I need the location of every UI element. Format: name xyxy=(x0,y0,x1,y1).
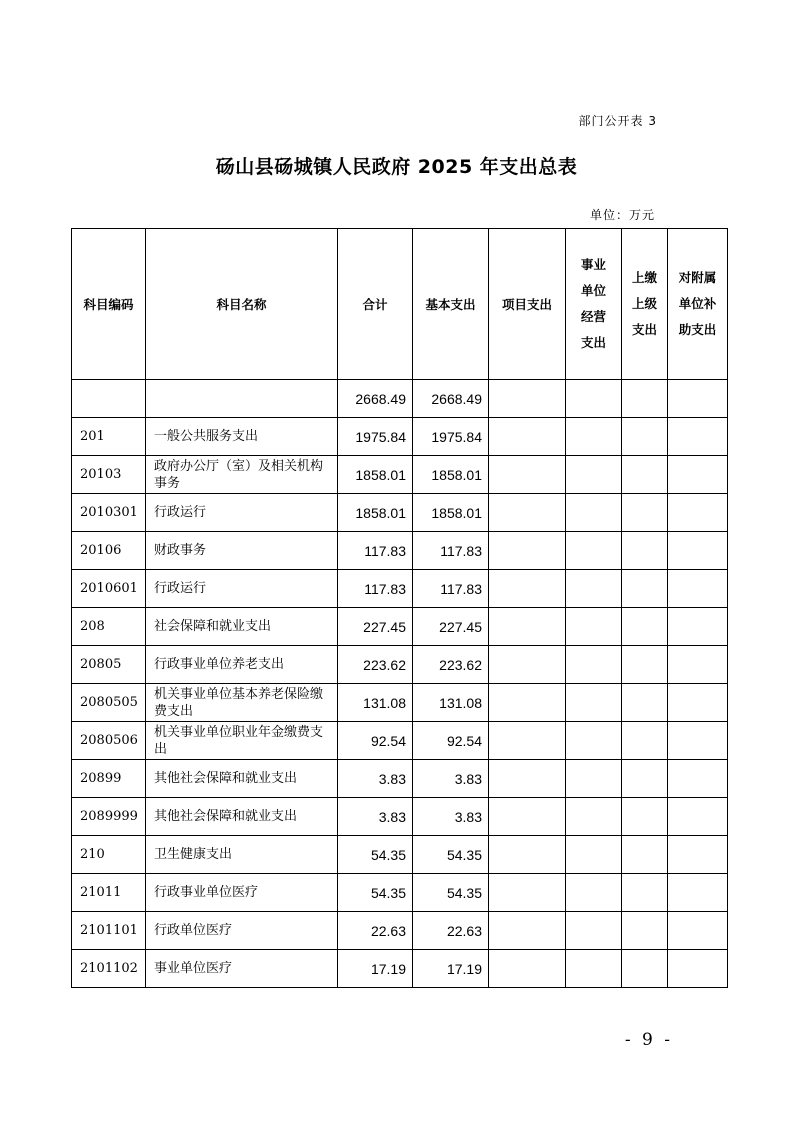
cell-code: 210 xyxy=(72,836,146,874)
table-row xyxy=(72,874,728,912)
cell-business xyxy=(566,874,622,912)
cell-project xyxy=(489,836,566,874)
table-row xyxy=(72,950,728,988)
cell-project xyxy=(489,722,566,760)
cell-project xyxy=(489,532,566,570)
cell-business xyxy=(566,950,622,988)
table-row xyxy=(72,532,728,570)
cell-code: 2080505 xyxy=(72,684,146,722)
table-body xyxy=(72,380,728,988)
cell-upper xyxy=(622,874,668,912)
cell-name: 行政单位医疗 xyxy=(146,912,338,950)
unit-label: 单位：万元 xyxy=(589,208,655,222)
cell-basic: 2668.49 xyxy=(413,380,489,418)
cell-subsidy xyxy=(668,722,728,760)
cell-project xyxy=(489,570,566,608)
cell-upper xyxy=(622,456,668,494)
cell-code: 2010601 xyxy=(72,570,146,608)
cell-business xyxy=(566,532,622,570)
cell-project xyxy=(489,950,566,988)
cell-name: 行政事业单位医疗 xyxy=(146,874,338,912)
cell-subsidy xyxy=(668,456,728,494)
cell-upper xyxy=(622,684,668,722)
cell-business xyxy=(566,798,622,836)
cell-basic: 117.83 xyxy=(413,570,489,608)
header-project: 项目支出 xyxy=(489,229,566,380)
expenditure-table xyxy=(71,228,728,988)
cell-total: 227.45 xyxy=(338,608,413,646)
table-row xyxy=(72,570,728,608)
cell-basic: 117.83 xyxy=(413,532,489,570)
page-title: 砀山县砀城镇人民政府 2025 年支出总表 xyxy=(215,156,578,178)
cell-total: 1858.01 xyxy=(338,494,413,532)
cell-total: 22.63 xyxy=(338,912,413,950)
cell-basic: 92.54 xyxy=(413,722,489,760)
cell-name: 其他社会保障和就业支出 xyxy=(146,798,338,836)
document-label: 部门公开表 3 xyxy=(578,114,657,128)
table-row xyxy=(72,722,728,760)
cell-subsidy xyxy=(668,836,728,874)
cell-subsidy xyxy=(668,532,728,570)
cell-total: 92.54 xyxy=(338,722,413,760)
cell-business xyxy=(566,570,622,608)
header-name: 科目名称 xyxy=(146,229,338,380)
cell-business xyxy=(566,608,622,646)
cell-total: 1975.84 xyxy=(338,418,413,456)
cell-code: 20103 xyxy=(72,456,146,494)
cell-business xyxy=(566,494,622,532)
cell-name: 财政事务 xyxy=(146,532,338,570)
cell-basic: 3.83 xyxy=(413,760,489,798)
cell-upper xyxy=(622,570,668,608)
cell-total: 1858.01 xyxy=(338,456,413,494)
cell-basic: 54.35 xyxy=(413,836,489,874)
cell-total: 3.83 xyxy=(338,798,413,836)
header-upper-line: 上缴 xyxy=(631,270,657,285)
header-basic: 基本支出 xyxy=(413,229,489,380)
cell-basic: 22.63 xyxy=(413,912,489,950)
cell-subsidy xyxy=(668,684,728,722)
cell-basic: 1858.01 xyxy=(413,456,489,494)
page-number: - 9 - xyxy=(624,1030,673,1050)
cell-basic: 1858.01 xyxy=(413,494,489,532)
table-row xyxy=(72,418,728,456)
table-header-row xyxy=(72,229,728,380)
cell-total: 17.19 xyxy=(338,950,413,988)
cell-name: 机关事业单位基本养老保险缴费支出 xyxy=(146,684,338,722)
header-business-line: 单位 xyxy=(580,283,606,298)
header-subsidy-line: 助支出 xyxy=(678,322,717,337)
header-total: 合计 xyxy=(338,229,413,380)
table-row xyxy=(72,684,728,722)
cell-business xyxy=(566,912,622,950)
header-upper-line: 上级 xyxy=(631,296,657,311)
cell-upper xyxy=(622,646,668,684)
header-business xyxy=(566,229,622,380)
cell-name: 社会保障和就业支出 xyxy=(146,608,338,646)
cell-business xyxy=(566,722,622,760)
cell-project xyxy=(489,912,566,950)
header-upper xyxy=(622,229,668,380)
cell-total: 2668.49 xyxy=(338,380,413,418)
cell-subsidy xyxy=(668,798,728,836)
header-subsidy-line: 对附属 xyxy=(678,270,717,285)
cell-business xyxy=(566,418,622,456)
cell-name: 行政事业单位养老支出 xyxy=(146,646,338,684)
cell-project xyxy=(489,380,566,418)
cell-upper xyxy=(622,836,668,874)
cell-name: 行政运行 xyxy=(146,494,338,532)
cell-project xyxy=(489,684,566,722)
cell-total: 223.62 xyxy=(338,646,413,684)
table-row xyxy=(72,608,728,646)
cell-business xyxy=(566,380,622,418)
cell-upper xyxy=(622,798,668,836)
cell-name: 一般公共服务支出 xyxy=(146,418,338,456)
cell-project xyxy=(489,874,566,912)
cell-code: 20805 xyxy=(72,646,146,684)
cell-name: 行政运行 xyxy=(146,570,338,608)
cell-upper xyxy=(622,380,668,418)
cell-code: 2101102 xyxy=(72,950,146,988)
cell-total: 54.35 xyxy=(338,836,413,874)
header-upper-line: 支出 xyxy=(631,322,657,337)
cell-code: 20899 xyxy=(72,760,146,798)
header-code: 科目编码 xyxy=(72,229,146,380)
cell-basic: 227.45 xyxy=(413,608,489,646)
table-row xyxy=(72,836,728,874)
header-business-line: 事业 xyxy=(580,257,606,272)
cell-business xyxy=(566,646,622,684)
cell-subsidy xyxy=(668,950,728,988)
table-row xyxy=(72,380,728,418)
cell-upper xyxy=(622,418,668,456)
cell-code: 2010301 xyxy=(72,494,146,532)
cell-name: 机关事业单位职业年金缴费支出 xyxy=(146,722,338,760)
cell-subsidy xyxy=(668,760,728,798)
table-row xyxy=(72,456,728,494)
cell-upper xyxy=(622,494,668,532)
cell-code: 2080506 xyxy=(72,722,146,760)
cell-subsidy xyxy=(668,874,728,912)
cell-business xyxy=(566,684,622,722)
cell-name: 事业单位医疗 xyxy=(146,950,338,988)
cell-business xyxy=(566,836,622,874)
cell-name: 政府办公厅（室）及相关机构事务 xyxy=(146,456,338,494)
header-business-line: 支出 xyxy=(580,335,606,350)
cell-name: 卫生健康支出 xyxy=(146,836,338,874)
cell-upper xyxy=(622,532,668,570)
cell-upper xyxy=(622,950,668,988)
cell-code: 2101101 xyxy=(72,912,146,950)
cell-basic: 54.35 xyxy=(413,874,489,912)
cell-code: 20106 xyxy=(72,532,146,570)
cell-project xyxy=(489,418,566,456)
cell-subsidy xyxy=(668,570,728,608)
cell-upper xyxy=(622,760,668,798)
cell-subsidy xyxy=(668,608,728,646)
header-business-line: 经营 xyxy=(580,309,606,324)
cell-code: 2089999 xyxy=(72,798,146,836)
cell-subsidy xyxy=(668,418,728,456)
cell-business xyxy=(566,456,622,494)
cell-subsidy xyxy=(668,646,728,684)
cell-total: 131.08 xyxy=(338,684,413,722)
cell-code: 208 xyxy=(72,608,146,646)
cell-project xyxy=(489,760,566,798)
cell-project xyxy=(489,646,566,684)
table-row xyxy=(72,646,728,684)
cell-code: 201 xyxy=(72,418,146,456)
cell-code: 21011 xyxy=(72,874,146,912)
table-row xyxy=(72,912,728,950)
cell-project xyxy=(489,494,566,532)
cell-upper xyxy=(622,722,668,760)
table-row xyxy=(72,760,728,798)
cell-project xyxy=(489,608,566,646)
header-subsidy-line: 单位补 xyxy=(678,296,717,311)
header-subsidy xyxy=(668,229,728,380)
cell-project xyxy=(489,456,566,494)
cell-basic: 17.19 xyxy=(413,950,489,988)
cell-total: 54.35 xyxy=(338,874,413,912)
table-row xyxy=(72,798,728,836)
cell-name: 其他社会保障和就业支出 xyxy=(146,760,338,798)
cell-project xyxy=(489,798,566,836)
cell-subsidy xyxy=(668,912,728,950)
cell-total: 117.83 xyxy=(338,532,413,570)
cell-name xyxy=(146,380,338,418)
cell-business xyxy=(566,760,622,798)
cell-subsidy xyxy=(668,494,728,532)
cell-upper xyxy=(622,608,668,646)
cell-basic: 131.08 xyxy=(413,684,489,722)
cell-upper xyxy=(622,912,668,950)
cell-code xyxy=(72,380,146,418)
cell-basic: 1975.84 xyxy=(413,418,489,456)
cell-basic: 3.83 xyxy=(413,798,489,836)
cell-subsidy xyxy=(668,380,728,418)
cell-total: 117.83 xyxy=(338,570,413,608)
cell-basic: 223.62 xyxy=(413,646,489,684)
table-row xyxy=(72,494,728,532)
cell-total: 3.83 xyxy=(338,760,413,798)
